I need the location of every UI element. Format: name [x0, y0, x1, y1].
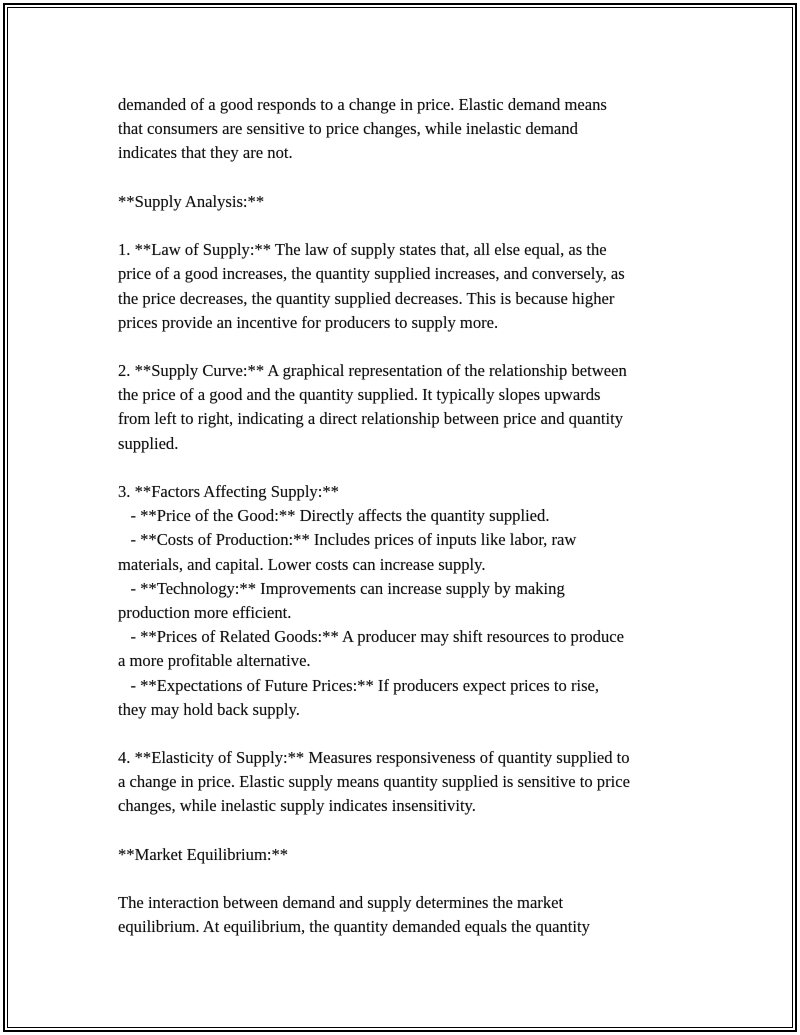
text-line: equilibrium. At equilibrium, the quantity demanded equals the quantity	[118, 917, 590, 937]
text-line: indicates that they are not.	[118, 143, 293, 163]
text-line: a change in price. Elastic supply means quantity supplied is sensitive to price	[118, 772, 630, 792]
blank-line	[118, 214, 708, 238]
text-line: changes, while inelastic supply indicates insensitivity.	[118, 796, 476, 816]
blank-line	[118, 456, 708, 480]
document-body	[118, 93, 708, 940]
text-line: production more efficient.	[118, 602, 292, 622]
blank-line	[118, 166, 708, 190]
text-line: they may hold back supply.	[118, 699, 300, 719]
text-line: demanded of a good responds to a change in price. Elastic demand means	[118, 95, 607, 114]
text-line: - **Costs of Production:** Includes prices of inputs like labor, raw	[118, 530, 577, 550]
text-line: 4. **Elasticity of Supply:** Measures responsiveness of quantity supplied to	[118, 748, 630, 768]
text-line: materials, and capital. Lower costs can increase supply.	[118, 554, 486, 574]
blank-line	[118, 867, 708, 891]
text-line: from left to right, indicating a direct relationship between price and quantity	[118, 409, 624, 429]
blank-line	[118, 722, 708, 746]
text-line: 2. **Supply Curve:** A graphical representation of the relationship between	[118, 361, 627, 381]
text-line: a more profitable alternative.	[118, 651, 311, 671]
text-line: price of a good increases, the quantity supplied increases, and conversely, as	[118, 264, 625, 284]
text-line: The interaction between demand and supply determines the market	[118, 893, 564, 913]
text-line: prices provide an incentive for producers to supply more.	[118, 312, 499, 332]
text-line: **Supply Analysis:**	[118, 191, 265, 211]
text-line: 3. **Factors Affecting Supply:**	[118, 482, 339, 501]
text-line: - **Prices of Related Goods:** A producer may shift resources to produce	[118, 627, 624, 647]
blank-line	[118, 819, 708, 843]
text-line: - **Technology:** Improvements can increase supply by making	[118, 578, 565, 598]
text-line: **Market Equilibrium:**	[118, 844, 289, 864]
text-line: - **Expectations of Future Prices:** If producers expect prices to rise,	[118, 675, 600, 695]
blank-line	[118, 335, 708, 359]
text-line: 1. **Law of Supply:** The law of supply states that, all else equal, as the	[118, 240, 607, 260]
text-line: the price decreases, the quantity supplied decreases. This is because higher	[118, 288, 615, 308]
text-line: the price of a good and the quantity supplied. It typically slopes upwards	[118, 385, 601, 405]
text-line: supplied.	[118, 433, 179, 453]
text-line: that consumers are sensitive to price changes, while inelastic demand	[118, 119, 578, 139]
text-line: - **Price of the Good:** Directly affects the quantity supplied.	[118, 506, 550, 526]
